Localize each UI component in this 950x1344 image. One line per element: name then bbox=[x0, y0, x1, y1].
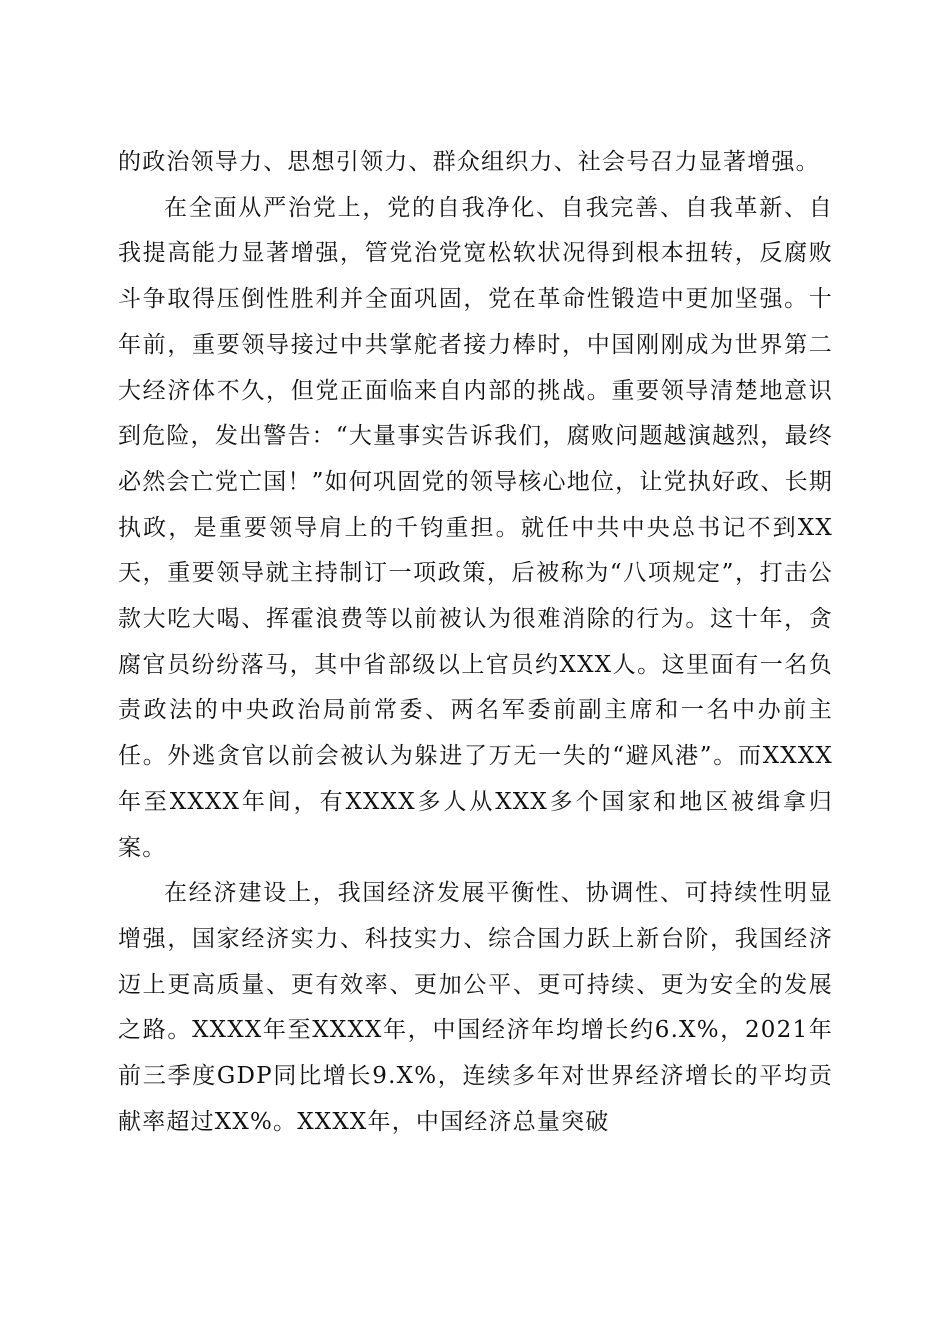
body-text bbox=[118, 140, 833, 1145]
paragraph-party-governance: 在全面从严治党上，党的自我净化、自我完善、自我革新、自我提高能力显著增强，管党治党宽松软状况得到根本扭转，反腐败斗争取得压倒性胜利并全面巩固，党在革命性锻造中更加坚强。十年前，重要领导接过中共掌舵者接力棒时，中国刚刚成为世界第二大经济体不久，但党正面临来自内部的挑战。重要领导清楚地意识到危险，发出警告：“大量事实告诉我们，腐败问题越演越烈，最终必然会亡党亡国！”如何巩固党的领导核心地位，让党执好政、长期执政，是重要领导肩上的千钧重担。就任中共中央总书记不到XX天，重要领导就主持制订一项政策，后被称为“八项规定”，打击公款大吃大喝、挥霍浪费等以前被认为很难消除的行为。这十年，贪腐官员纷纷落马，其中省部级以上官员约XXX人。这里面有一名负责政法的中央政治局前常委、两名军委前副主席和一名中办前主任。外逃贪官以前会被认为躲进了万无一失的“避风港”。而XXXX年至XXXX年间，有XXXX多人从XXX多个国家和地区被缉拿归案。 bbox=[118, 194, 833, 861]
paragraph-continuation: 的政治领导力、思想引领力、群众组织力、社会号召力显著增强。 bbox=[118, 149, 820, 175]
paragraph-economic-construction: 在经济建设上，我国经济发展平衡性、协调性、可持续性明显增强，国家经济实力、科技实力、综合国力跃上新台阶，我国经济迈上更高质量、更有效率、更加公平、更可持续、更为安全的发展之路。XXXX年至XXXX年，中国经济年均增长约6.X%，2021年前三季度GDP同比增长9.X%，连续多年对世界经济增长的平均贡献率超过XX%。XXXX年，中国经济总量突破 bbox=[118, 880, 833, 1135]
